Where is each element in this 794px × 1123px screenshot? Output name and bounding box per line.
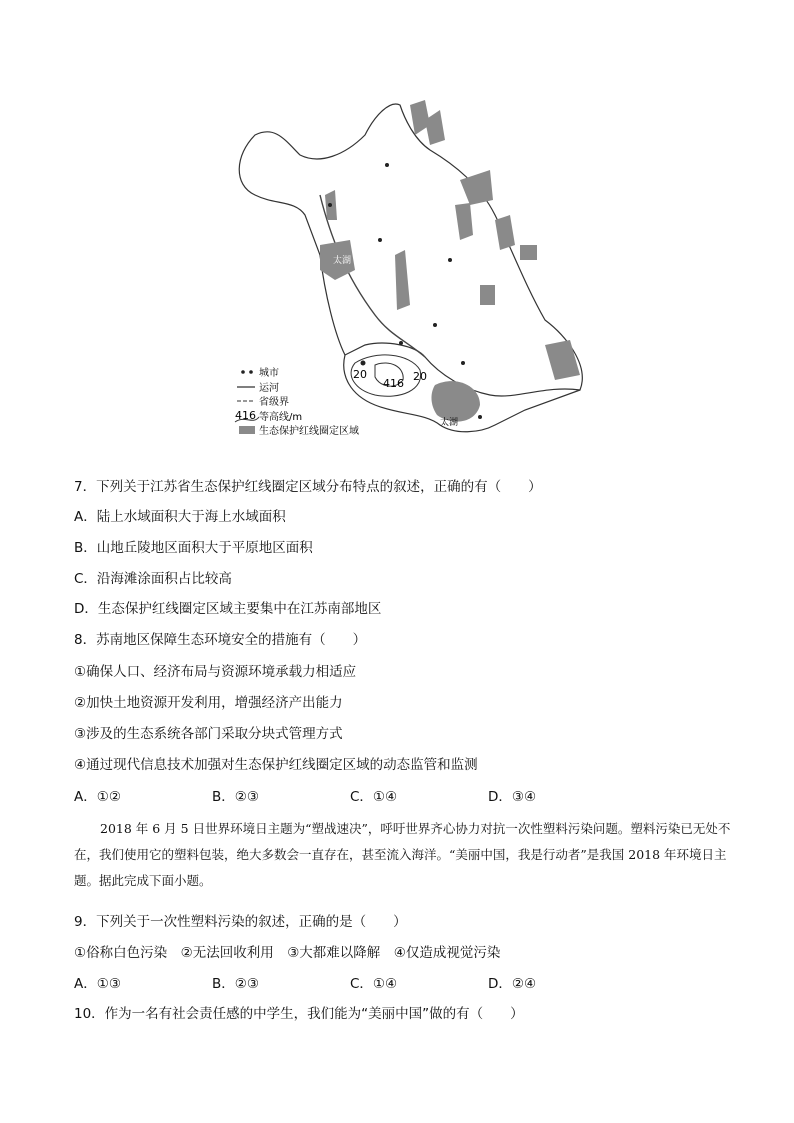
city-dot xyxy=(461,361,465,365)
city-dot xyxy=(399,341,403,345)
legend-redline-icon xyxy=(239,426,255,434)
q8-options xyxy=(74,788,734,806)
legend-redline-label: 生态保护红线圈定区域 xyxy=(259,426,359,437)
q8-statement-4: ④通过现代信息技术加强对生态保护红线圈定区域的动态监管和监测 xyxy=(74,757,478,773)
contour-label-416: 416 xyxy=(383,377,404,390)
q9-option-d: D．②④ xyxy=(488,976,537,992)
city-dot xyxy=(361,361,366,366)
place-label-taihu: 太湖 xyxy=(440,418,459,428)
city-dot xyxy=(433,323,437,327)
q7-option-c: C．沿海滩涂面积占比较高 xyxy=(74,571,232,587)
redline-zone xyxy=(395,250,410,310)
q8-option-a: A．①② xyxy=(74,789,121,805)
city-dot xyxy=(448,258,452,262)
q9-option-c: C．①④ xyxy=(350,976,398,992)
redline-zone xyxy=(520,245,537,260)
map-legend xyxy=(235,366,359,437)
q9-option-a: A．①③ xyxy=(74,976,121,992)
q7-option-d: D．生态保护红线圈定区域主要集中在江苏南部地区 xyxy=(74,601,382,617)
city-dot xyxy=(478,415,482,419)
city-dot xyxy=(378,238,382,242)
q7-option-b: B．山地丘陵地区面积大于平原地区面积 xyxy=(74,540,313,556)
place-label-taihu-small: 太湖 xyxy=(333,256,352,266)
q9-statements: ①俗称白色污染 ②无法回收利用 ③大都难以降解 ④仅造成视觉污染 xyxy=(74,945,501,961)
q8-option-d: D．③④ xyxy=(488,789,537,805)
redline-zone xyxy=(455,203,473,240)
jiangsu-map-figure xyxy=(225,95,605,450)
redline-zone xyxy=(495,215,515,250)
q7-stem: 7．下列关于江苏省生态保护红线圈定区域分布特点的叙述，正确的有（ ） xyxy=(74,479,542,495)
legend-city-label: 城市 xyxy=(259,368,279,379)
legend-canal-label: 运河 xyxy=(259,383,279,394)
legend-city-icon xyxy=(241,370,245,374)
redline-zone xyxy=(480,285,495,305)
q8-statement-3: ③涉及的生态系统各部门采取分块式管理方式 xyxy=(74,726,343,742)
contour-label-20a: 20 xyxy=(353,368,367,381)
q10-stem: 10．作为一名有社会责任感的中学生，我们能为“美丽中国”做的有（ ） xyxy=(74,1006,524,1022)
q7-option-a: A．陆上水域面积大于海上水域面积 xyxy=(74,509,286,525)
q8-option-b: B．②③ xyxy=(212,789,259,805)
q8-statement-1: ①确保人口、经济布局与资源环境承载力相适应 xyxy=(74,664,357,680)
city-dot xyxy=(385,163,389,167)
legend-province-label: 省级界 xyxy=(259,397,289,408)
q8-statement-2: ②加快土地资源开发利用，增强经济产出能力 xyxy=(74,695,343,711)
legend-contour-label: 等高线/m xyxy=(259,412,303,423)
redline-zone xyxy=(545,340,580,380)
legend-contour-value: 416 xyxy=(235,409,256,422)
legend-city-icon xyxy=(249,370,253,374)
contour-label-20b: 20 xyxy=(413,370,427,383)
redline-zone xyxy=(431,381,480,421)
q8-option-c: C．①④ xyxy=(350,789,398,805)
q9-option-b: B．②③ xyxy=(212,976,259,992)
q8-stem: 8．苏南地区保障生态环境安全的措施有（ ） xyxy=(74,632,367,648)
q9-stem: 9．下列关于一次性塑料污染的叙述，正确的是（ ） xyxy=(74,914,407,930)
reading-passage: 2018 年 6 月 5 日世界环境日主题为“塑战速决”，呼吁世界齐心协力对抗一次性塑料污染问题。塑料污染已无处不在，我们使用它的塑料包装，绝大多数会一直存在，甚至流入海洋。“美丽中国，我是行动者”是我国 2018 年环境日主题。据此完成下面小题。 xyxy=(74,821,731,888)
q9-options xyxy=(74,975,734,993)
city-dot xyxy=(328,203,332,207)
